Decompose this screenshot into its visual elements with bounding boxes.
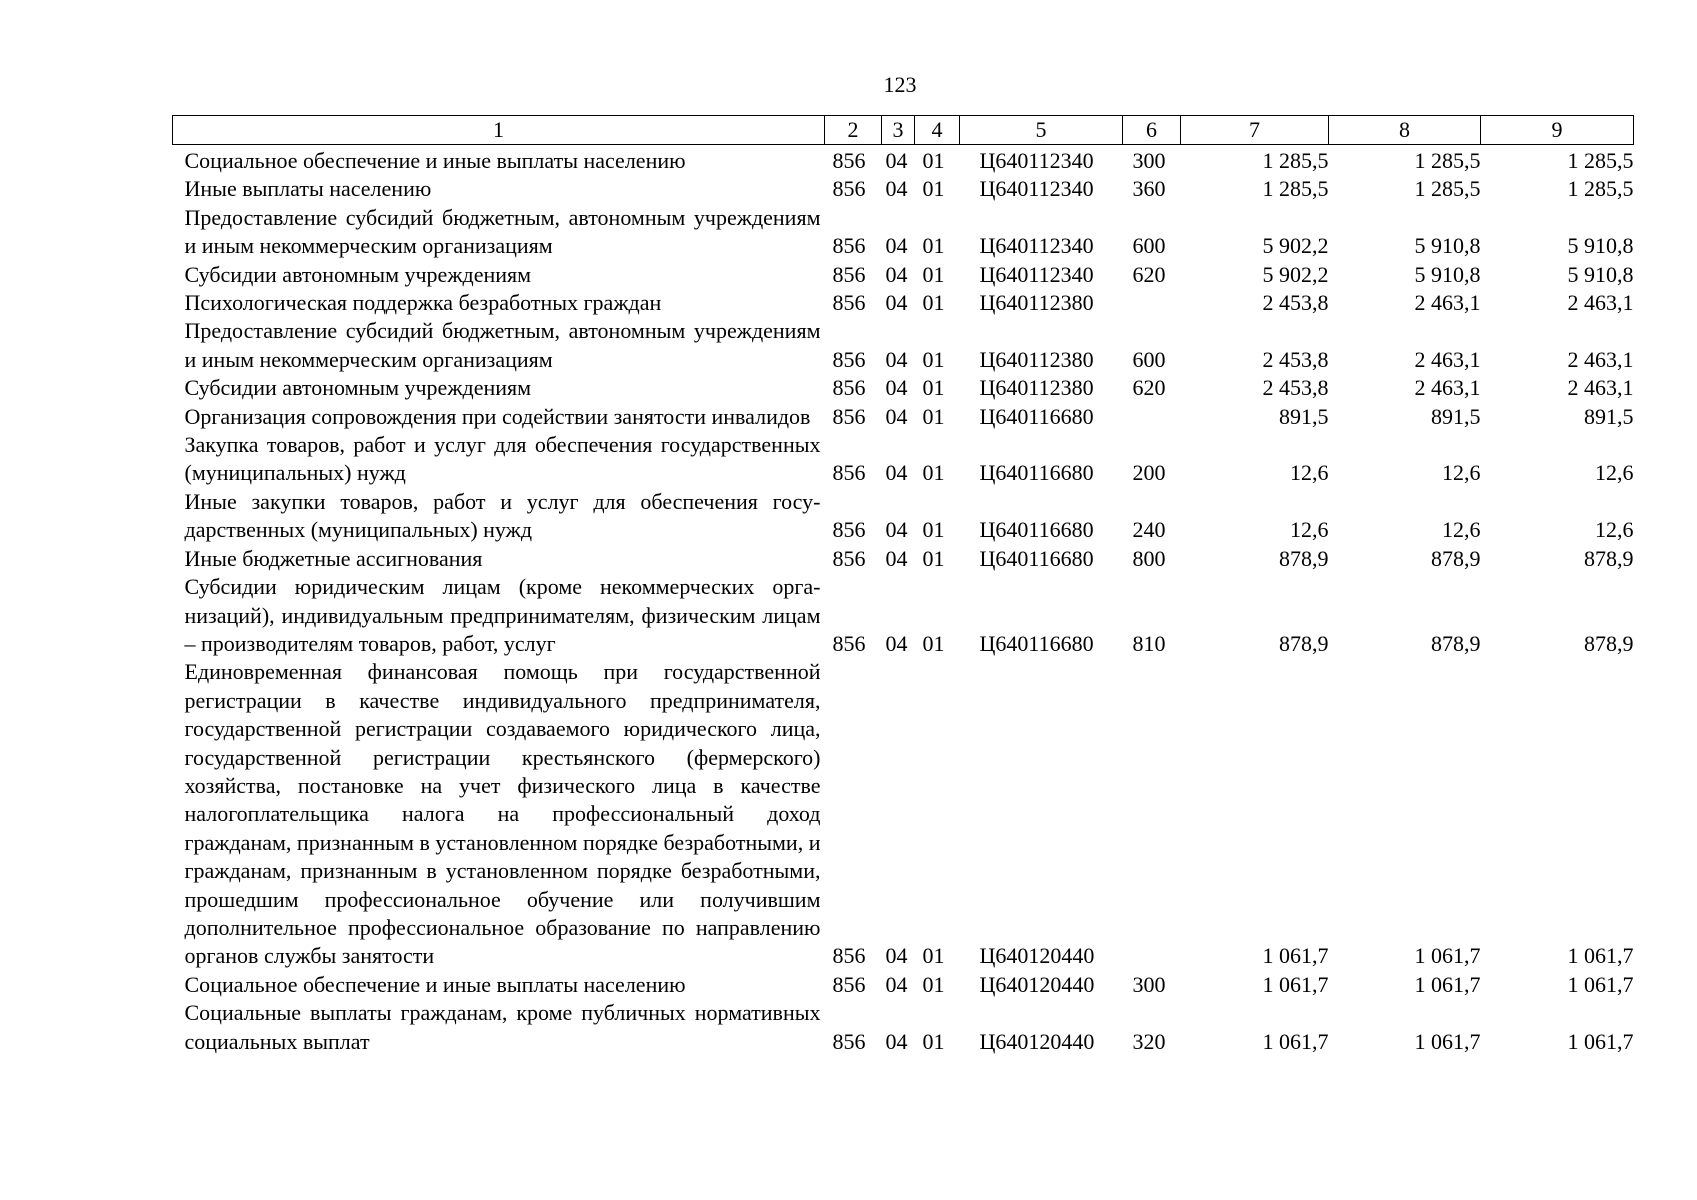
target-article-cell: Ц640112340 xyxy=(979,261,1094,287)
table-row xyxy=(173,374,1634,402)
row-description: Социальное обеспечение и иные выплаты населению xyxy=(184,971,686,997)
subsection-cell: 01 xyxy=(922,1028,945,1054)
budget-table-container xyxy=(172,115,1633,1056)
expense-type-cell xyxy=(1123,658,1181,970)
amount-cell-col9: 5 910,8 xyxy=(1567,261,1634,287)
admin-code-cell: 856 xyxy=(832,403,866,429)
amount-cell-col9: 878,9 xyxy=(1584,545,1634,571)
column-header: 9 xyxy=(1481,116,1634,145)
amount-cell-col7: 2 453,8 xyxy=(1262,375,1329,401)
row-description: Организация сопровождения при содействии занятости инвалидов xyxy=(184,403,811,429)
admin-code-cell: 856 xyxy=(832,630,866,656)
budget-table xyxy=(172,115,1634,1056)
admin-code-cell: 856 xyxy=(832,261,866,287)
subsection-cell: 01 xyxy=(922,148,945,173)
amount-cell-col7: 878,9 xyxy=(1279,545,1329,571)
amount-cell-col8: 5 910,8 xyxy=(1414,233,1481,259)
section-cell: 04 xyxy=(885,346,908,372)
section-cell: 04 xyxy=(885,290,908,316)
expense-type-cell: 360 xyxy=(1132,176,1166,202)
subsection-cell: 01 xyxy=(922,403,945,429)
amount-cell-col7: 1 061,7 xyxy=(1262,1028,1329,1054)
admin-code-cell: 856 xyxy=(832,346,866,372)
section-cell: 04 xyxy=(885,943,908,969)
target-article-cell: Ц640116680 xyxy=(979,403,1094,429)
column-header: 1 xyxy=(173,116,825,145)
amount-cell-col9: 2 463,1 xyxy=(1567,375,1634,401)
expense-type-cell xyxy=(1123,403,1181,431)
expense-type-cell: 240 xyxy=(1132,517,1166,543)
row-description: Закупка товаров, работ и услуг для обеспечения государственных (муниципальных) нужд xyxy=(184,432,821,486)
row-description: Иные закупки товаров, работ и услуг для обеспечения государственных (муниципальных) нужд xyxy=(184,488,821,543)
expense-type-cell: 620 xyxy=(1132,375,1166,401)
admin-code-cell: 856 xyxy=(832,233,866,259)
expense-type-cell: 800 xyxy=(1132,545,1166,571)
section-cell: 04 xyxy=(885,148,908,173)
row-description: Субсидии юридическим лицам (кроме некоммерческих организаций), индивидуальным предпринимателям, физическим лицам – производителям товаров, работ, услуг xyxy=(184,574,821,656)
target-article-cell: Ц640120440 xyxy=(979,1028,1095,1054)
expense-type-cell: 600 xyxy=(1132,346,1166,372)
amount-cell-col7: 2 453,8 xyxy=(1262,290,1329,316)
amount-cell-col9: 12,6 xyxy=(1595,460,1634,486)
row-description: Субсидии автономным учреждениям xyxy=(184,375,532,401)
target-article-cell: Ц640112340 xyxy=(979,148,1094,173)
row-description: Иные выплаты населению xyxy=(184,176,432,202)
amount-cell-col8: 12,6 xyxy=(1442,460,1481,486)
expense-type-cell: 810 xyxy=(1132,630,1166,656)
column-header: 5 xyxy=(960,116,1123,145)
subsection-cell: 01 xyxy=(922,290,945,316)
section-cell: 04 xyxy=(885,176,908,202)
section-cell: 04 xyxy=(885,545,908,571)
admin-code-cell: 856 xyxy=(832,176,866,202)
amount-cell-col8: 891,5 xyxy=(1431,403,1481,429)
amount-cell-col8: 12,6 xyxy=(1442,517,1481,543)
admin-code-cell: 856 xyxy=(832,971,866,997)
table-row xyxy=(173,488,1634,545)
section-cell: 04 xyxy=(885,1028,908,1054)
amount-cell-col9: 1 285,5 xyxy=(1567,176,1634,202)
expense-type-cell: 320 xyxy=(1132,1028,1166,1054)
expense-type-cell: 620 xyxy=(1132,261,1166,287)
table-row xyxy=(173,573,1634,658)
column-header: 2 xyxy=(825,116,882,145)
table-row xyxy=(173,658,1634,970)
row-description: Социальные выплаты гражданам, кроме публичных нормативных социальных выплат xyxy=(184,1000,821,1054)
column-header: 4 xyxy=(915,116,960,145)
admin-code-cell: 856 xyxy=(832,943,866,969)
amount-cell-col7: 1 061,7 xyxy=(1262,971,1329,997)
target-article-cell: Ц640112380 xyxy=(979,346,1094,372)
subsection-cell: 01 xyxy=(922,971,945,997)
section-cell: 04 xyxy=(885,460,908,486)
section-cell: 04 xyxy=(885,233,908,259)
amount-cell-col7: 1 061,7 xyxy=(1262,943,1329,969)
column-header: 6 xyxy=(1123,116,1181,145)
amount-cell-col8: 1 061,7 xyxy=(1414,971,1481,997)
amount-cell-col7: 1 285,5 xyxy=(1262,176,1329,202)
target-article-cell: Ц640112380 xyxy=(979,290,1094,316)
amount-cell-col7: 1 285,5 xyxy=(1262,148,1329,173)
amount-cell-col8: 1 061,7 xyxy=(1414,1028,1481,1054)
target-article-cell: Ц640116680 xyxy=(979,545,1094,571)
subsection-cell: 01 xyxy=(922,233,945,259)
expense-type-cell: 200 xyxy=(1132,460,1166,486)
amount-cell-col8: 1 285,5 xyxy=(1414,176,1481,202)
page-number: 123 xyxy=(883,72,917,97)
row-description: Предоставление субсидий бюджетным, автономным учреждениям и иным некоммерческим организациям xyxy=(184,204,821,259)
amount-cell-col7: 12,6 xyxy=(1290,517,1329,543)
target-article-cell: Ц640116680 xyxy=(979,517,1094,543)
amount-cell-col8: 2 463,1 xyxy=(1414,290,1481,316)
column-header: 8 xyxy=(1329,116,1481,145)
header-row xyxy=(173,116,1634,145)
subsection-cell: 01 xyxy=(922,460,945,486)
table-row xyxy=(173,317,1634,374)
amount-cell-col7: 5 902,2 xyxy=(1262,233,1329,259)
table-row xyxy=(173,971,1634,999)
row-description: Субсидии автономным учреждениям xyxy=(184,261,532,287)
table-row xyxy=(173,289,1634,317)
amount-cell-col9: 1 061,7 xyxy=(1567,943,1634,969)
table-row xyxy=(173,145,1634,176)
amount-cell-col8: 1 285,5 xyxy=(1414,148,1481,173)
amount-cell-col7: 878,9 xyxy=(1279,630,1329,656)
amount-cell-col8: 2 463,1 xyxy=(1414,346,1481,372)
expense-type-cell: 300 xyxy=(1132,971,1166,997)
subsection-cell: 01 xyxy=(922,176,945,202)
subsection-cell: 01 xyxy=(922,375,945,401)
section-cell: 04 xyxy=(885,971,908,997)
section-cell: 04 xyxy=(885,375,908,401)
target-article-cell: Ц640116680 xyxy=(979,460,1094,486)
table-row xyxy=(173,431,1634,488)
admin-code-cell: 856 xyxy=(832,375,866,401)
amount-cell-col9: 1 285,5 xyxy=(1567,148,1634,173)
column-header: 7 xyxy=(1181,116,1329,145)
target-article-cell: Ц640116680 xyxy=(979,630,1094,656)
admin-code-cell: 856 xyxy=(832,290,866,316)
amount-cell-col9: 2 463,1 xyxy=(1567,290,1634,316)
amount-cell-col9: 5 910,8 xyxy=(1567,233,1634,259)
amount-cell-col9: 878,9 xyxy=(1584,630,1634,656)
section-cell: 04 xyxy=(885,403,908,429)
expense-type-cell: 300 xyxy=(1132,148,1166,173)
row-description: Предоставление субсидий бюджетным, автономным учреждениям и иным некоммерческим организациям xyxy=(184,318,821,372)
target-article-cell: Ц640112340 xyxy=(979,176,1094,202)
table-row xyxy=(173,204,1634,261)
admin-code-cell: 856 xyxy=(832,517,866,543)
amount-cell-col9: 1 061,7 xyxy=(1567,1028,1634,1054)
table-header xyxy=(173,116,1634,145)
amount-cell-col9: 891,5 xyxy=(1584,403,1634,429)
table-row xyxy=(173,545,1634,573)
amount-cell-col8: 878,9 xyxy=(1431,630,1481,656)
row-description: Единовременная финансовая помощь при государственной регистрации в качестве индивидуального предпринимателя, государственной регистрации создаваемого юридического лица, государственной регистрации крестьянского (фермерского) хозяйства, постановке на учет физического лица в качестве налогоплательщика налога на профессиональный доход гражданам, признанным в установленном порядке безработными, и гражданам, признанным в установленном порядке безработными, прошедшим профессиональное обучение или получившим дополнительное профессиональное образование по направлению органов службы занятости xyxy=(184,659,821,969)
row-description: Иные бюджетные ассигнования xyxy=(184,545,483,571)
section-cell: 04 xyxy=(885,630,908,656)
admin-code-cell: 856 xyxy=(832,545,866,571)
amount-cell-col9: 1 061,7 xyxy=(1567,971,1634,997)
amount-cell-col8: 1 061,7 xyxy=(1414,943,1481,969)
table-row xyxy=(173,175,1634,203)
amount-cell-col7: 2 453,8 xyxy=(1262,346,1329,372)
target-article-cell: Ц640112380 xyxy=(979,375,1094,401)
amount-cell-col7: 891,5 xyxy=(1279,403,1329,429)
amount-cell-col7: 5 902,2 xyxy=(1262,261,1329,287)
subsection-cell: 01 xyxy=(922,943,945,969)
row-description: Социальное обеспечение и иные выплаты населению xyxy=(184,148,686,173)
row-description: Психологическая поддержка безработных граждан xyxy=(184,290,662,316)
table-row xyxy=(173,261,1634,289)
admin-code-cell: 856 xyxy=(832,1028,866,1054)
section-cell: 04 xyxy=(885,517,908,543)
expense-type-cell xyxy=(1123,289,1181,317)
amount-cell-col8: 878,9 xyxy=(1431,545,1481,571)
admin-code-cell: 856 xyxy=(832,148,866,173)
subsection-cell: 01 xyxy=(922,517,945,543)
admin-code-cell: 856 xyxy=(832,460,866,486)
expense-type-cell: 600 xyxy=(1132,233,1166,259)
table-row xyxy=(173,999,1634,1056)
subsection-cell: 01 xyxy=(922,630,945,656)
subsection-cell: 01 xyxy=(922,261,945,287)
amount-cell-col9: 2 463,1 xyxy=(1567,346,1634,372)
subsection-cell: 01 xyxy=(922,545,945,571)
subsection-cell: 01 xyxy=(922,346,945,372)
amount-cell-col7: 12,6 xyxy=(1290,460,1329,486)
target-article-cell: Ц640112340 xyxy=(979,233,1094,259)
amount-cell-col9: 12,6 xyxy=(1595,517,1634,543)
column-header: 3 xyxy=(882,116,915,145)
section-cell: 04 xyxy=(885,261,908,287)
target-article-cell: Ц640120440 xyxy=(979,943,1095,969)
target-article-cell: Ц640120440 xyxy=(979,971,1095,997)
amount-cell-col8: 5 910,8 xyxy=(1414,261,1481,287)
table-body xyxy=(173,145,1634,1057)
table-row xyxy=(173,403,1634,431)
amount-cell-col8: 2 463,1 xyxy=(1414,375,1481,401)
